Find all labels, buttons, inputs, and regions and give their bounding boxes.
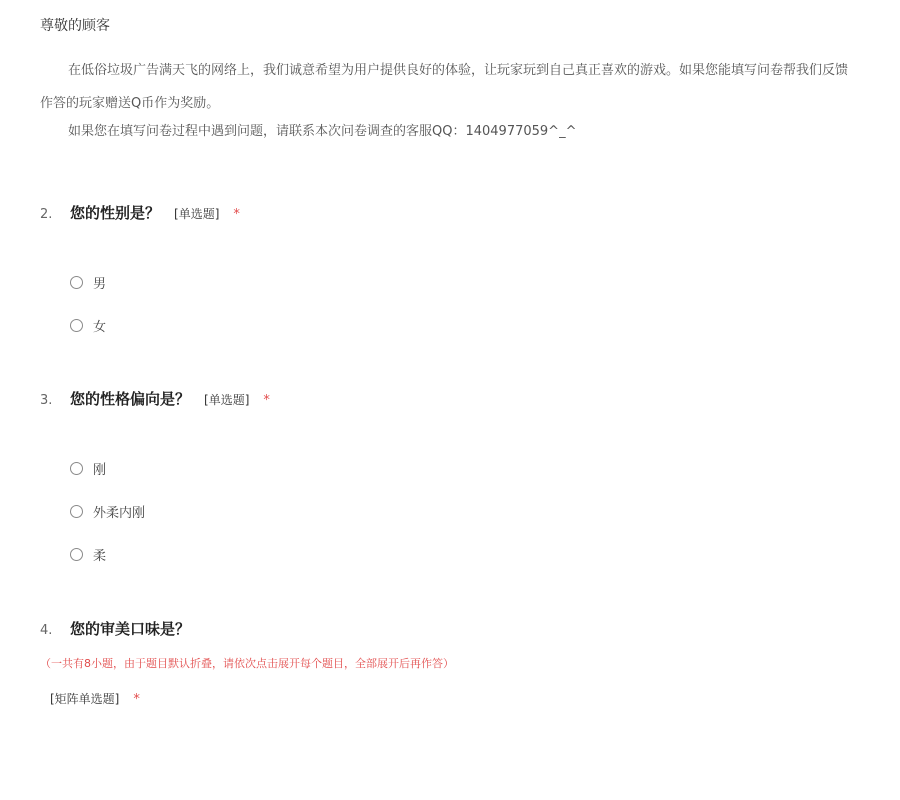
required-mark: * — [133, 692, 140, 707]
question-4-header — [40, 618, 204, 639]
radio-button[interactable] — [70, 276, 83, 289]
question-2-header — [40, 202, 240, 223]
option-label: 男 — [93, 277, 107, 292]
question-title: 您的性格偏向是？ — [70, 390, 191, 408]
question-type-label: [单选题] — [174, 207, 220, 221]
radio-button[interactable] — [70, 548, 83, 561]
survey-intro — [40, 14, 900, 139]
option-label: 外柔内刚 — [93, 506, 146, 521]
intro-paragraph-2: 如果您在填写问卷过程中遇到问题，请联系本次问卷调查的客服QQ：1404977059^_^ — [68, 124, 577, 139]
option-label: 刚 — [93, 463, 107, 478]
intro-paragraph-1 — [40, 54, 900, 120]
question-number: 2. — [40, 207, 53, 222]
question-number: 3. — [40, 393, 53, 408]
radio-button[interactable] — [70, 462, 83, 475]
greeting-text: 尊敬的顾客 — [40, 18, 110, 34]
question-type-label: [矩阵单选题] — [50, 692, 120, 706]
required-mark: * — [233, 207, 240, 222]
intro-paragraph-1-line-2: 作答的玩家赠送Q币作为奖励。 — [40, 96, 220, 111]
option-male[interactable] — [70, 273, 106, 292]
question-3-header — [40, 388, 270, 409]
option-label: 女 — [93, 320, 107, 335]
question-4-type-line — [50, 690, 140, 707]
intro-paragraph-1-line-1: 在低俗垃圾广告满天飞的网络上，我们诚意希望为用户提供良好的体验，让玩家玩到自己真正喜欢的游戏。如果您能填写问卷帮我们反馈 — [68, 63, 849, 78]
question-type-label: [单选题] — [204, 393, 250, 407]
option-label: 柔 — [93, 549, 107, 564]
question-number: 4. — [40, 623, 53, 638]
option-soft[interactable] — [70, 545, 106, 564]
question-title: 您的性别是？ — [70, 204, 161, 222]
radio-button[interactable] — [70, 319, 83, 332]
option-female[interactable] — [70, 316, 106, 335]
question-title: 您的审美口味是？ — [70, 620, 191, 638]
radio-button[interactable] — [70, 505, 83, 518]
option-hard[interactable] — [70, 459, 106, 478]
question-4-note: （一共有8小题，由于题目默认折叠，请依次点击展开每个题目，全部展开后再作答） — [40, 657, 454, 670]
required-mark: * — [263, 393, 270, 408]
option-soft-outside-hard-inside[interactable] — [70, 502, 145, 521]
